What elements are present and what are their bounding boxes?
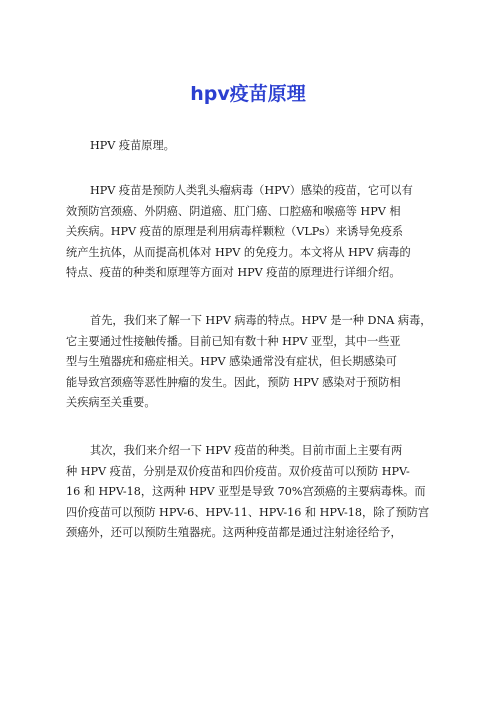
paragraph-4 bbox=[0, 441, 496, 544]
paragraph-line: 关疾病。HPV 疫苗的原理是利用病毒样颗粒（VLPs）来诱导免疫系 bbox=[66, 225, 404, 238]
paragraph-line: 首先，我们来了解一下 HPV 病毒的特点。HPV 是一种 DNA 病毒， bbox=[90, 314, 432, 327]
paragraph-line: 效预防宫颈癌、外阴癌、阴道癌、肛门癌、口腔癌和喉癌等 HPV 相 bbox=[66, 204, 401, 218]
paragraph-line: 关疾病至关重要。 bbox=[66, 396, 156, 409]
paragraph-line: 能导致宫颈癌等恶性肿瘤的发生。因此，预防 HPV 感染对于预防相 bbox=[66, 375, 401, 389]
paragraph-line: HPV 疫苗是预防人类乳头瘤病毒（HPV）感染的疫苗，它可以有 bbox=[90, 184, 413, 197]
paragraph-line: 其次，我们来介绍一下 HPV 疫苗的种类。目前市面上主要有两 bbox=[90, 444, 403, 457]
paragraph-line: 它主要通过性接触传播。目前已知有数十种 HPV 亚型，其中一些亚 bbox=[66, 334, 401, 348]
paragraph-line: 16 和 HPV-18，这两种 HPV 亚型是导致 70%宫颈癌的主要病毒株。而 bbox=[66, 485, 426, 498]
paragraph-line: 统产生抗体，从而提高机体对 HPV 的免疫力。本文将从 HPV 病毒的 bbox=[66, 245, 411, 259]
paragraph-2 bbox=[0, 181, 496, 284]
document-title: hpv疫苗原理 bbox=[190, 83, 306, 105]
paragraph-line: 特点、疫苗的种类和原理等方面对 HPV 疫苗的原理进行详细介绍。 bbox=[66, 266, 401, 279]
paragraph-line: 种 HPV 疫苗，分别是双价疫苗和四价疫苗。双价疫苗可以预防 HPV- bbox=[66, 464, 410, 478]
paragraph-line: HPV 疫苗原理。 bbox=[90, 139, 175, 152]
paragraph-line: 颈癌外，还可以预防生殖器疣。这两种疫苗都是通过注射途径给予， bbox=[66, 526, 402, 539]
paragraph-3 bbox=[0, 311, 496, 414]
paragraph-1 bbox=[0, 136, 496, 157]
paragraph-line: 四价疫苗可以预防 HPV-6、HPV-11、HPV-16 和 HPV-18，除了预防宫 bbox=[66, 505, 430, 519]
paragraph-line: 型与生殖器疣和癌症相关。HPV 感染通常没有症状，但长期感染可 bbox=[66, 355, 397, 368]
